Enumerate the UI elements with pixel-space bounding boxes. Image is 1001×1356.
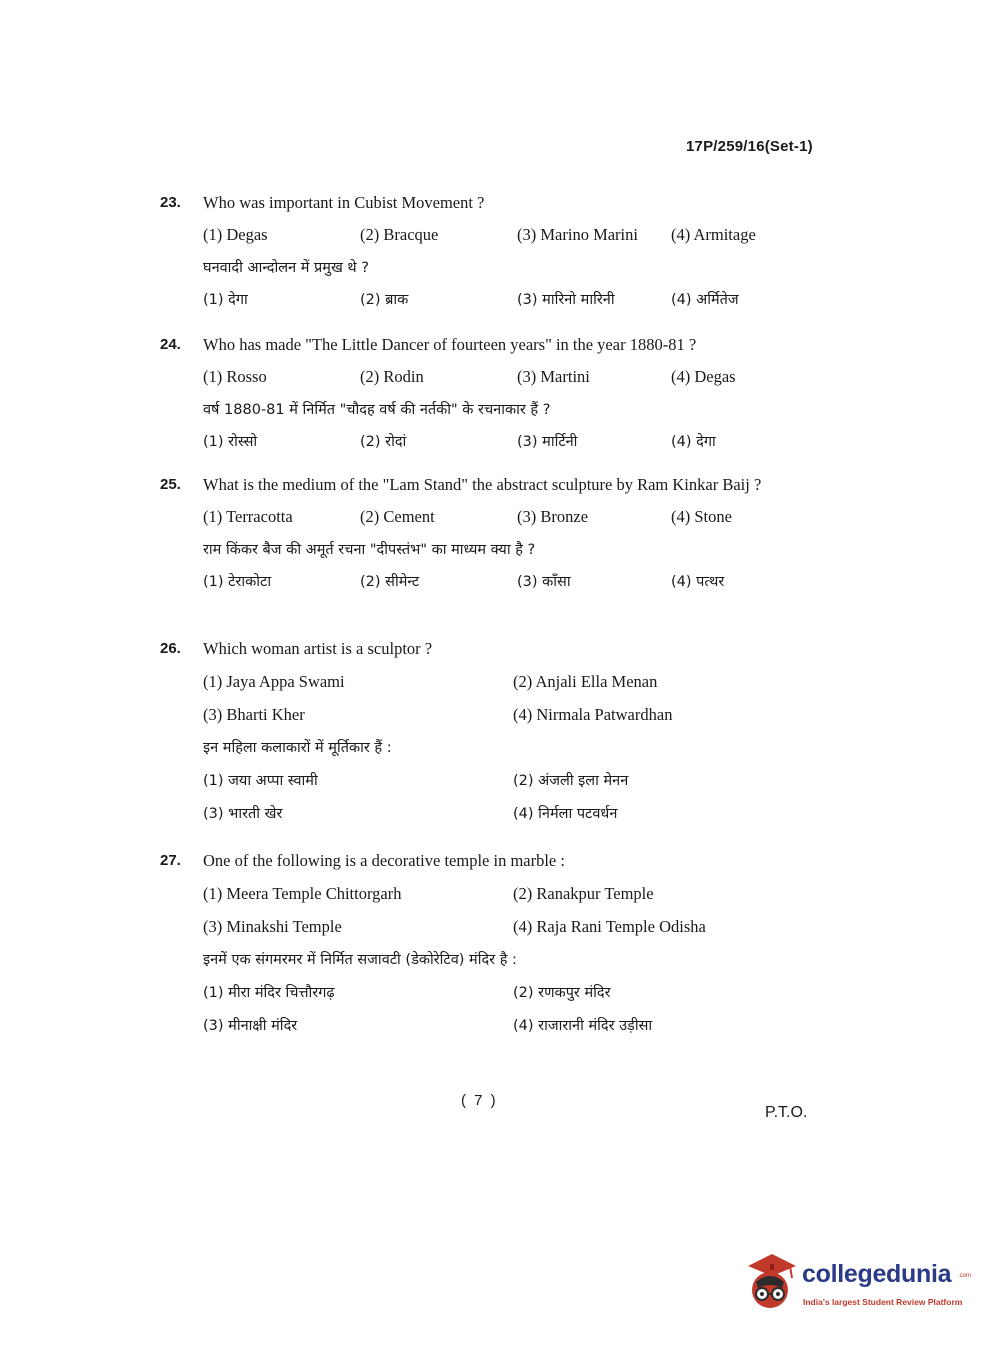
option-1-hi: (1) रोस्सो	[203, 434, 258, 450]
question-text-hi: घनवादी आन्दोलन में प्रमुख थे ?	[203, 260, 369, 276]
option-2: (2) Rodin	[360, 367, 424, 386]
logo-suffix: .com	[958, 1273, 972, 1279]
option-3: (3) Minakshi Temple	[203, 917, 342, 936]
mascot-icon	[742, 1252, 798, 1312]
option-4: (4) Raja Rani Temple Odisha	[513, 917, 706, 936]
option-3-hi: (3) भारती खेर	[203, 806, 283, 822]
option-4-hi: (4) अर्मितेज	[671, 292, 739, 308]
option-3: (3) Martini	[517, 367, 590, 386]
options-en	[160, 224, 840, 246]
question-24	[160, 334, 840, 453]
options-hi	[160, 571, 840, 593]
question-text-hi: वर्ष 1880-81 में निर्मित "चौदह वर्ष की नर्तकी" के रचनाकार हैं ?	[203, 402, 551, 418]
question-text-hi: राम किंकर बैज की अमूर्त रचना "दीपस्तंभ" का माध्यम क्या है ?	[203, 542, 536, 558]
option-2: (2) Anjali Ella Menan	[513, 672, 658, 691]
question-number: 25.	[160, 476, 181, 493]
options-en-row-1	[160, 883, 840, 905]
options-hi	[160, 431, 840, 453]
question-text-en: Who has made "The Little Dancer of fourteen years" in the year 1880-81 ?	[203, 335, 697, 354]
options-en-row-2	[160, 916, 840, 938]
option-4-hi: (4) पत्थर	[671, 574, 725, 590]
pto-label: P.T.O.	[765, 1104, 808, 1121]
option-4-hi: (4) राजारानी मंदिर उड़ीसा	[513, 1018, 653, 1034]
option-4-hi: (4) निर्मला पटवर्धन	[513, 806, 618, 822]
options-hi-row-2	[160, 803, 840, 825]
question-text-en: Which woman artist is a sculptor ?	[203, 639, 433, 658]
question-text-hi: इन महिला कलाकारों में मूर्तिकार हैं :	[203, 740, 392, 756]
option-3-hi: (3) मार्टिनी	[517, 434, 578, 450]
options-hi	[160, 289, 840, 311]
option-4: (4) Stone	[671, 507, 732, 526]
option-2-hi: (2) अंजली इला मेनन	[513, 773, 629, 789]
option-3: (3) Bronze	[517, 507, 589, 526]
option-1-hi: (1) जया अप्पा स्वामी	[203, 773, 318, 789]
option-2-hi: (2) रणकपुर मंदिर	[513, 985, 611, 1001]
option-3-hi: (3) काँसा	[517, 574, 571, 590]
paper-code: 17P/259/16(Set-1)	[686, 138, 813, 155]
option-1: (1) Degas	[203, 225, 268, 244]
logo-tagline: India's largest Student Review Platform	[803, 1297, 963, 1307]
option-2-hi: (2) सीमेन्ट	[360, 574, 420, 590]
options-hi-row-1	[160, 982, 840, 1004]
question-number: 23.	[160, 194, 181, 211]
question-number: 27.	[160, 852, 181, 869]
option-2: (2) Bracque	[360, 225, 439, 244]
question-number: 24.	[160, 336, 181, 353]
option-4: (4) Degas	[671, 367, 736, 386]
logo-name: collegedunia	[802, 1260, 952, 1288]
question-text-en: One of the following is a decorative temple in marble :	[203, 851, 565, 870]
question-25	[160, 474, 840, 593]
option-3: (3) Marino Marini	[517, 225, 638, 244]
question-23	[160, 192, 840, 311]
option-4-hi: (4) देगा	[671, 434, 716, 450]
option-3-hi: (3) मीनाक्षी मंदिर	[203, 1018, 298, 1034]
option-3: (3) Bharti Kher	[203, 705, 305, 724]
option-1-hi: (1) टेराकोटा	[203, 574, 272, 590]
option-1: (1) Rosso	[203, 367, 267, 386]
option-3-hi: (3) मारिनो मारिनी	[517, 292, 615, 308]
options-en-row-2	[160, 704, 840, 726]
options-en	[160, 506, 840, 528]
option-1: (1) Jaya Appa Swami	[203, 672, 345, 691]
question-27	[160, 850, 840, 1037]
question-text-en: Who was important in Cubist Movement ?	[203, 193, 485, 212]
option-2: (2) Cement	[360, 507, 435, 526]
options-hi-row-2	[160, 1015, 840, 1037]
option-1: (1) Terracotta	[203, 507, 293, 526]
option-1-hi: (1) मीरा मंदिर चित्तौरगढ़	[203, 985, 335, 1001]
option-1: (1) Meera Temple Chittorgarh	[203, 884, 402, 903]
option-2-hi: (2) रोदां	[360, 434, 407, 450]
question-26	[160, 638, 840, 825]
options-en-row-1	[160, 671, 840, 693]
options-hi-row-1	[160, 770, 840, 792]
question-text-en: What is the medium of the "Lam Stand" the abstract sculpture by Ram Kinkar Baij ?	[203, 475, 762, 494]
option-2: (2) Ranakpur Temple	[513, 884, 654, 903]
option-1-hi: (1) देगा	[203, 292, 248, 308]
page-number: ( 7 )	[461, 1092, 498, 1109]
options-en	[160, 366, 840, 388]
option-2-hi: (2) ब्राक	[360, 292, 409, 308]
option-4: (4) Nirmala Patwardhan	[513, 705, 673, 724]
question-text-hi: इनमें एक संगमरमर में निर्मित सजावटी (डेकोरेटिव) मंदिर है :	[203, 952, 517, 968]
option-4: (4) Armitage	[671, 225, 756, 244]
question-number: 26.	[160, 640, 181, 657]
watermark-logo	[742, 1252, 972, 1312]
